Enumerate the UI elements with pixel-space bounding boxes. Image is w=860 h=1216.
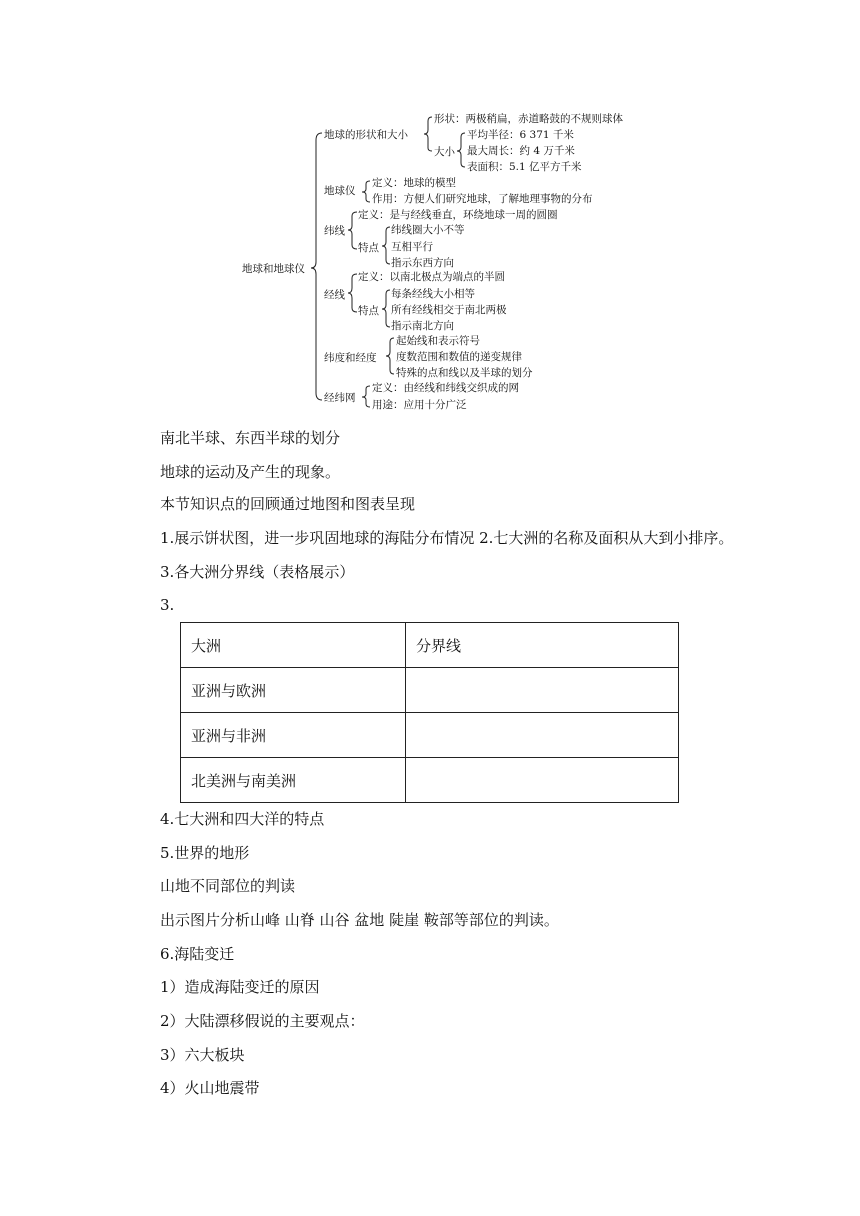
shape-size-label: 地球的形状和大小 (324, 129, 408, 141)
table-header-cell: 大洲 (181, 623, 406, 668)
paragraph-item-6: 6.海陆变迁 (160, 945, 235, 963)
table-row (181, 758, 679, 803)
shape-text: 形状：两极稍扁，赤道略鼓的不规则球体 (434, 113, 623, 125)
table-header-row (181, 623, 679, 668)
root-brace (311, 133, 322, 400)
paragraph-sub-4: 4）火山地震带 (160, 1079, 260, 1097)
latitude-feature: 互相平行 (391, 241, 433, 253)
table-cell: 北美洲与南美洲 (181, 758, 406, 803)
latlon-item: 起始线和表示符号 (396, 335, 480, 347)
size-item: 平均半径：6 371 千米 (467, 129, 574, 141)
latitude-feature: 纬线圈大小不等 (391, 224, 465, 236)
table-row (181, 713, 679, 758)
longitude-feature: 所有经线相交于南北两极 (391, 304, 507, 316)
latlon-label: 纬度和经度 (324, 352, 377, 364)
boundary-table (180, 622, 679, 803)
paragraph-item-3-label: 3. (160, 596, 175, 614)
longitude-label: 经线 (324, 289, 345, 301)
paragraph-sub-2: 2）大陆漂移假说的主要观点： (160, 1012, 365, 1030)
paragraph-item-5: 5.世界的地形 (160, 844, 250, 862)
paragraph-review: 本节知识点的回顾通过地图和图表呈现 (160, 495, 416, 513)
table-cell (406, 713, 679, 758)
size-item: 最大周长：约 4 万千米 (467, 145, 575, 157)
table-header-cell: 分界线 (406, 623, 679, 668)
globe-definition: 定义：地球的模型 (372, 177, 456, 189)
latlon-item: 特殊的点和线以及半球的划分 (396, 367, 533, 379)
mindmap-root: 地球和地球仪 (242, 263, 305, 275)
knowledge-mindmap (0, 0, 860, 420)
longitude-feature: 每条经线大小相等 (391, 288, 475, 300)
table-cell: 亚洲与非洲 (181, 713, 406, 758)
latitude-definition: 定义：是与经线垂直，环绕地球一周的圆圈 (358, 209, 558, 221)
size-item: 表面积：5.1 亿平方千米 (467, 161, 582, 173)
latlon-item: 度数范围和数值的递变规律 (396, 351, 522, 363)
table-cell (406, 668, 679, 713)
longitude-feature: 指示南北方向 (391, 320, 454, 332)
paragraph-sub-1: 1）造成海陆变迁的原因 (160, 978, 320, 996)
latitude-label: 纬线 (324, 225, 345, 237)
paragraph-mountain-parts: 山地不同部位的判读 (160, 877, 296, 895)
globe-label: 地球仪 (324, 185, 356, 197)
table-cell: 亚洲与欧洲 (181, 668, 406, 713)
paragraph-item-4: 4.七大洲和四大洋的特点 (160, 810, 325, 828)
paragraph-item-1-2: 1.展示饼状图，进一步巩固地球的海陆分布情况 2.七大洲的名称及面积从大到小排序。 (160, 529, 734, 547)
paragraph-earth-motion: 地球的运动及产生的现象。 (160, 463, 341, 481)
longitude-feature-label: 特点 (358, 305, 379, 317)
paragraph-mountain-analysis: 出示图片分析山峰 山脊 山谷 盆地 陡崖 鞍部等部位的判读。 (160, 911, 559, 929)
table-cell (406, 758, 679, 803)
globe-use: 作用：方便人们研究地球，了解地理事物的分布 (372, 193, 593, 205)
paragraph-sub-3: 3）六大板块 (160, 1046, 245, 1064)
paragraph-item-3: 3.各大洲分界线（表格展示） (160, 563, 355, 581)
size-label: 大小 (434, 146, 455, 158)
latitude-feature-label: 特点 (358, 242, 379, 254)
longitude-definition: 定义：以南北极点为端点的半圆 (358, 271, 505, 283)
table-row (181, 668, 679, 713)
grid-definition: 定义：由经线和纬线交织成的网 (372, 382, 519, 394)
latitude-feature: 指示东西方向 (391, 257, 454, 269)
grid-label: 经纬网 (324, 392, 356, 404)
paragraph-hemispheres: 南北半球、东西半球的划分 (160, 429, 341, 447)
grid-use: 用途：应用十分广泛 (372, 399, 467, 411)
